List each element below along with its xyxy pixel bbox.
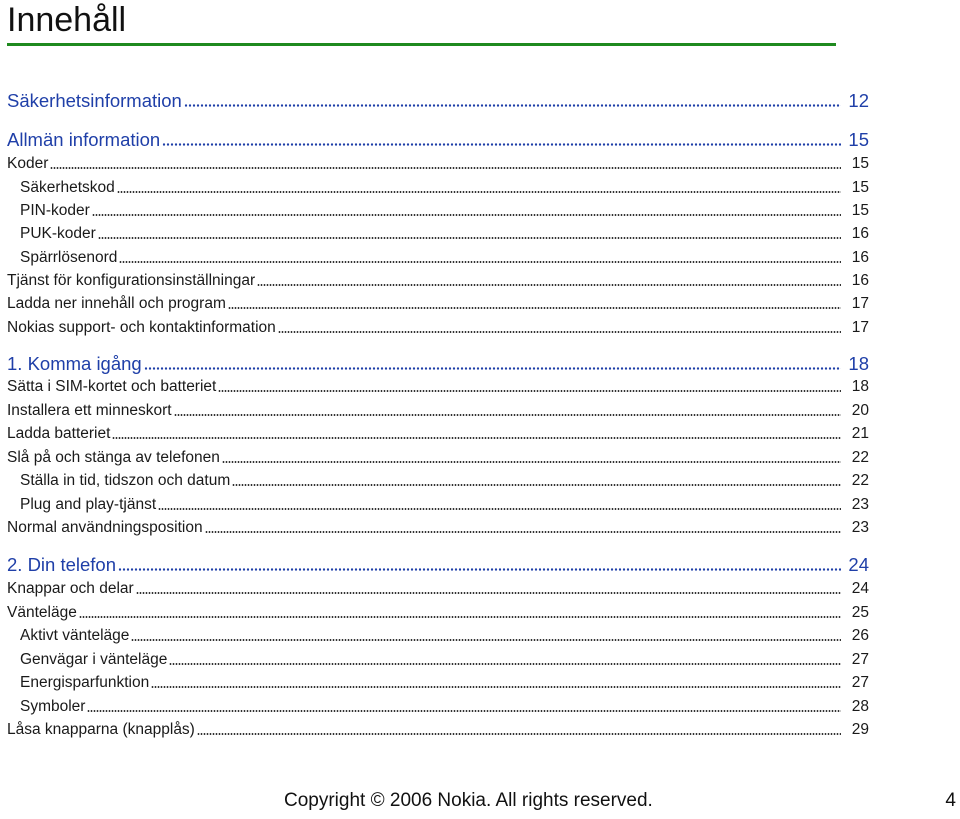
toc-entry-page: 25: [851, 604, 869, 621]
toc-entry-page: 16: [851, 249, 869, 266]
dot-leader: [169, 663, 841, 665]
dot-leader: [218, 390, 841, 392]
toc-entry-label: Knappar och delar: [7, 580, 134, 597]
toc-entry-page: 28: [851, 698, 869, 715]
toc-entry-page: 27: [851, 674, 869, 691]
toc-entry-page: 18: [851, 378, 869, 395]
toc-entry[interactable]: [7, 445, 869, 467]
toc-entry-page: 12: [848, 90, 869, 111]
dot-leader: [117, 191, 841, 193]
toc-entry[interactable]: [7, 717, 869, 739]
toc-chapter[interactable]: [7, 553, 869, 575]
toc-entry-label: 1. Komma igång: [7, 353, 142, 374]
dot-leader: [136, 592, 841, 594]
toc-entry-label: Plug and play-tjänst: [20, 496, 157, 513]
toc-entry[interactable]: [7, 291, 869, 313]
toc-entry-label: Tjänst för konfigurationsinställningar: [7, 272, 256, 289]
dot-leader: [87, 710, 841, 712]
dot-leader: [79, 616, 841, 618]
dot-leader: [92, 214, 841, 216]
toc-entry-label: Sätta i SIM-kortet och batteriet: [7, 378, 217, 395]
toc-entry-label: PUK-koder: [20, 225, 96, 242]
toc-entry-page: 15: [851, 155, 869, 172]
toc-entry-label: Symboler: [20, 698, 86, 715]
toc-entry-label: Säkerhetsinformation: [7, 90, 182, 111]
toc-entry[interactable]: [7, 374, 869, 396]
toc-entry[interactable]: [20, 468, 869, 490]
toc-entry-label: Ladda batteriet: [7, 425, 111, 442]
toc-entry[interactable]: [20, 198, 869, 220]
toc-entry-label: Aktivt vänteläge: [20, 627, 130, 644]
dot-leader: [222, 461, 841, 463]
toc-entry-label: Ladda ner innehåll och program: [7, 295, 226, 312]
toc-chapter[interactable]: [7, 352, 869, 374]
toc-entry[interactable]: [7, 576, 869, 598]
toc-entry-label: PIN-koder: [20, 202, 90, 219]
toc-entry[interactable]: [7, 421, 869, 443]
toc-entry-label: Vänteläge: [7, 604, 77, 621]
toc-entry-label: Normal användningsposition: [7, 519, 203, 536]
copyright-notice: Copyright © 2006 Nokia. All rights reserved.: [284, 790, 653, 811]
toc-entry-page: 24: [848, 554, 869, 575]
toc-entry-label: Installera ett minneskort: [7, 402, 172, 419]
toc-entry-page: 18: [848, 353, 869, 374]
toc-entry-page: 16: [851, 225, 869, 242]
toc-entry-label: Koder: [7, 155, 49, 172]
toc-entry[interactable]: [20, 175, 869, 197]
dot-leader: [151, 686, 841, 688]
toc-entry-page: 20: [851, 402, 869, 419]
toc-entry-page: 17: [851, 319, 869, 336]
dot-leader: [112, 437, 841, 439]
toc-entry-page: 22: [851, 449, 869, 466]
toc-entry-page: 27: [851, 651, 869, 668]
toc-entry[interactable]: [20, 245, 869, 267]
toc-entry-page: 23: [851, 496, 869, 513]
toc-entry[interactable]: [7, 515, 869, 537]
toc-entry[interactable]: [20, 670, 869, 692]
toc-entry-label: Genvägar i vänteläge: [20, 651, 168, 668]
toc-entry[interactable]: [7, 398, 869, 420]
toc-entry-page: 21: [851, 425, 869, 442]
toc-entry-label: Spärrlösenord: [20, 249, 118, 266]
dot-leader: [232, 484, 841, 486]
dot-leader: [184, 104, 841, 107]
toc-entry-page: 16: [851, 272, 869, 289]
toc-entry[interactable]: [20, 647, 869, 669]
toc-entry-page: 15: [851, 202, 869, 219]
toc-entry[interactable]: [7, 315, 869, 337]
toc-entry-page: 15: [851, 179, 869, 196]
toc-entry[interactable]: [7, 151, 869, 173]
toc-entry-label: Slå på och stänga av telefonen: [7, 449, 220, 466]
toc-entry-page: 15: [848, 129, 869, 150]
dot-leader: [119, 261, 841, 263]
dot-leader: [118, 568, 841, 571]
toc-entry-label: Nokias support- och kontaktinformation: [7, 319, 276, 336]
toc-entry-label: Låsa knapparna (knapplås): [7, 721, 195, 738]
dot-leader: [197, 733, 841, 735]
toc-entry-label: 2. Din telefon: [7, 554, 117, 575]
dot-leader: [158, 508, 841, 510]
dot-leader: [50, 167, 841, 169]
page-number: 4: [945, 790, 956, 811]
dot-leader: [174, 414, 841, 416]
dot-leader: [228, 307, 841, 309]
toc-entry-page: 29: [851, 721, 869, 738]
dot-leader: [98, 237, 841, 239]
toc-chapter[interactable]: [7, 128, 869, 150]
toc-entry-page: 23: [851, 519, 869, 536]
toc-entry[interactable]: [7, 268, 869, 290]
dot-leader: [278, 331, 841, 333]
toc-entry-label: Energisparfunktion: [20, 674, 150, 691]
dot-leader: [205, 531, 841, 533]
toc-entry-label: Säkerhetskod: [20, 179, 115, 196]
dot-leader: [131, 639, 841, 641]
toc-entry-label: Ställa in tid, tidszon och datum: [20, 472, 231, 489]
page-title: Innehåll: [7, 1, 127, 39]
toc-entry[interactable]: [20, 623, 869, 645]
toc-entry[interactable]: [20, 492, 869, 514]
toc-entry-page: 22: [851, 472, 869, 489]
toc-entry-page: 26: [851, 627, 869, 644]
toc-entry[interactable]: [7, 600, 869, 622]
toc-entry-label: Allmän information: [7, 129, 161, 150]
toc-entry[interactable]: [20, 221, 869, 243]
toc-entry-page: 24: [851, 580, 869, 597]
dot-leader: [162, 143, 841, 146]
title-underline: [7, 43, 836, 46]
toc-entry[interactable]: [20, 694, 869, 716]
toc-entry-page: 17: [851, 295, 869, 312]
toc-chapter[interactable]: [7, 89, 869, 111]
dot-leader: [257, 284, 841, 286]
dot-leader: [144, 367, 841, 370]
